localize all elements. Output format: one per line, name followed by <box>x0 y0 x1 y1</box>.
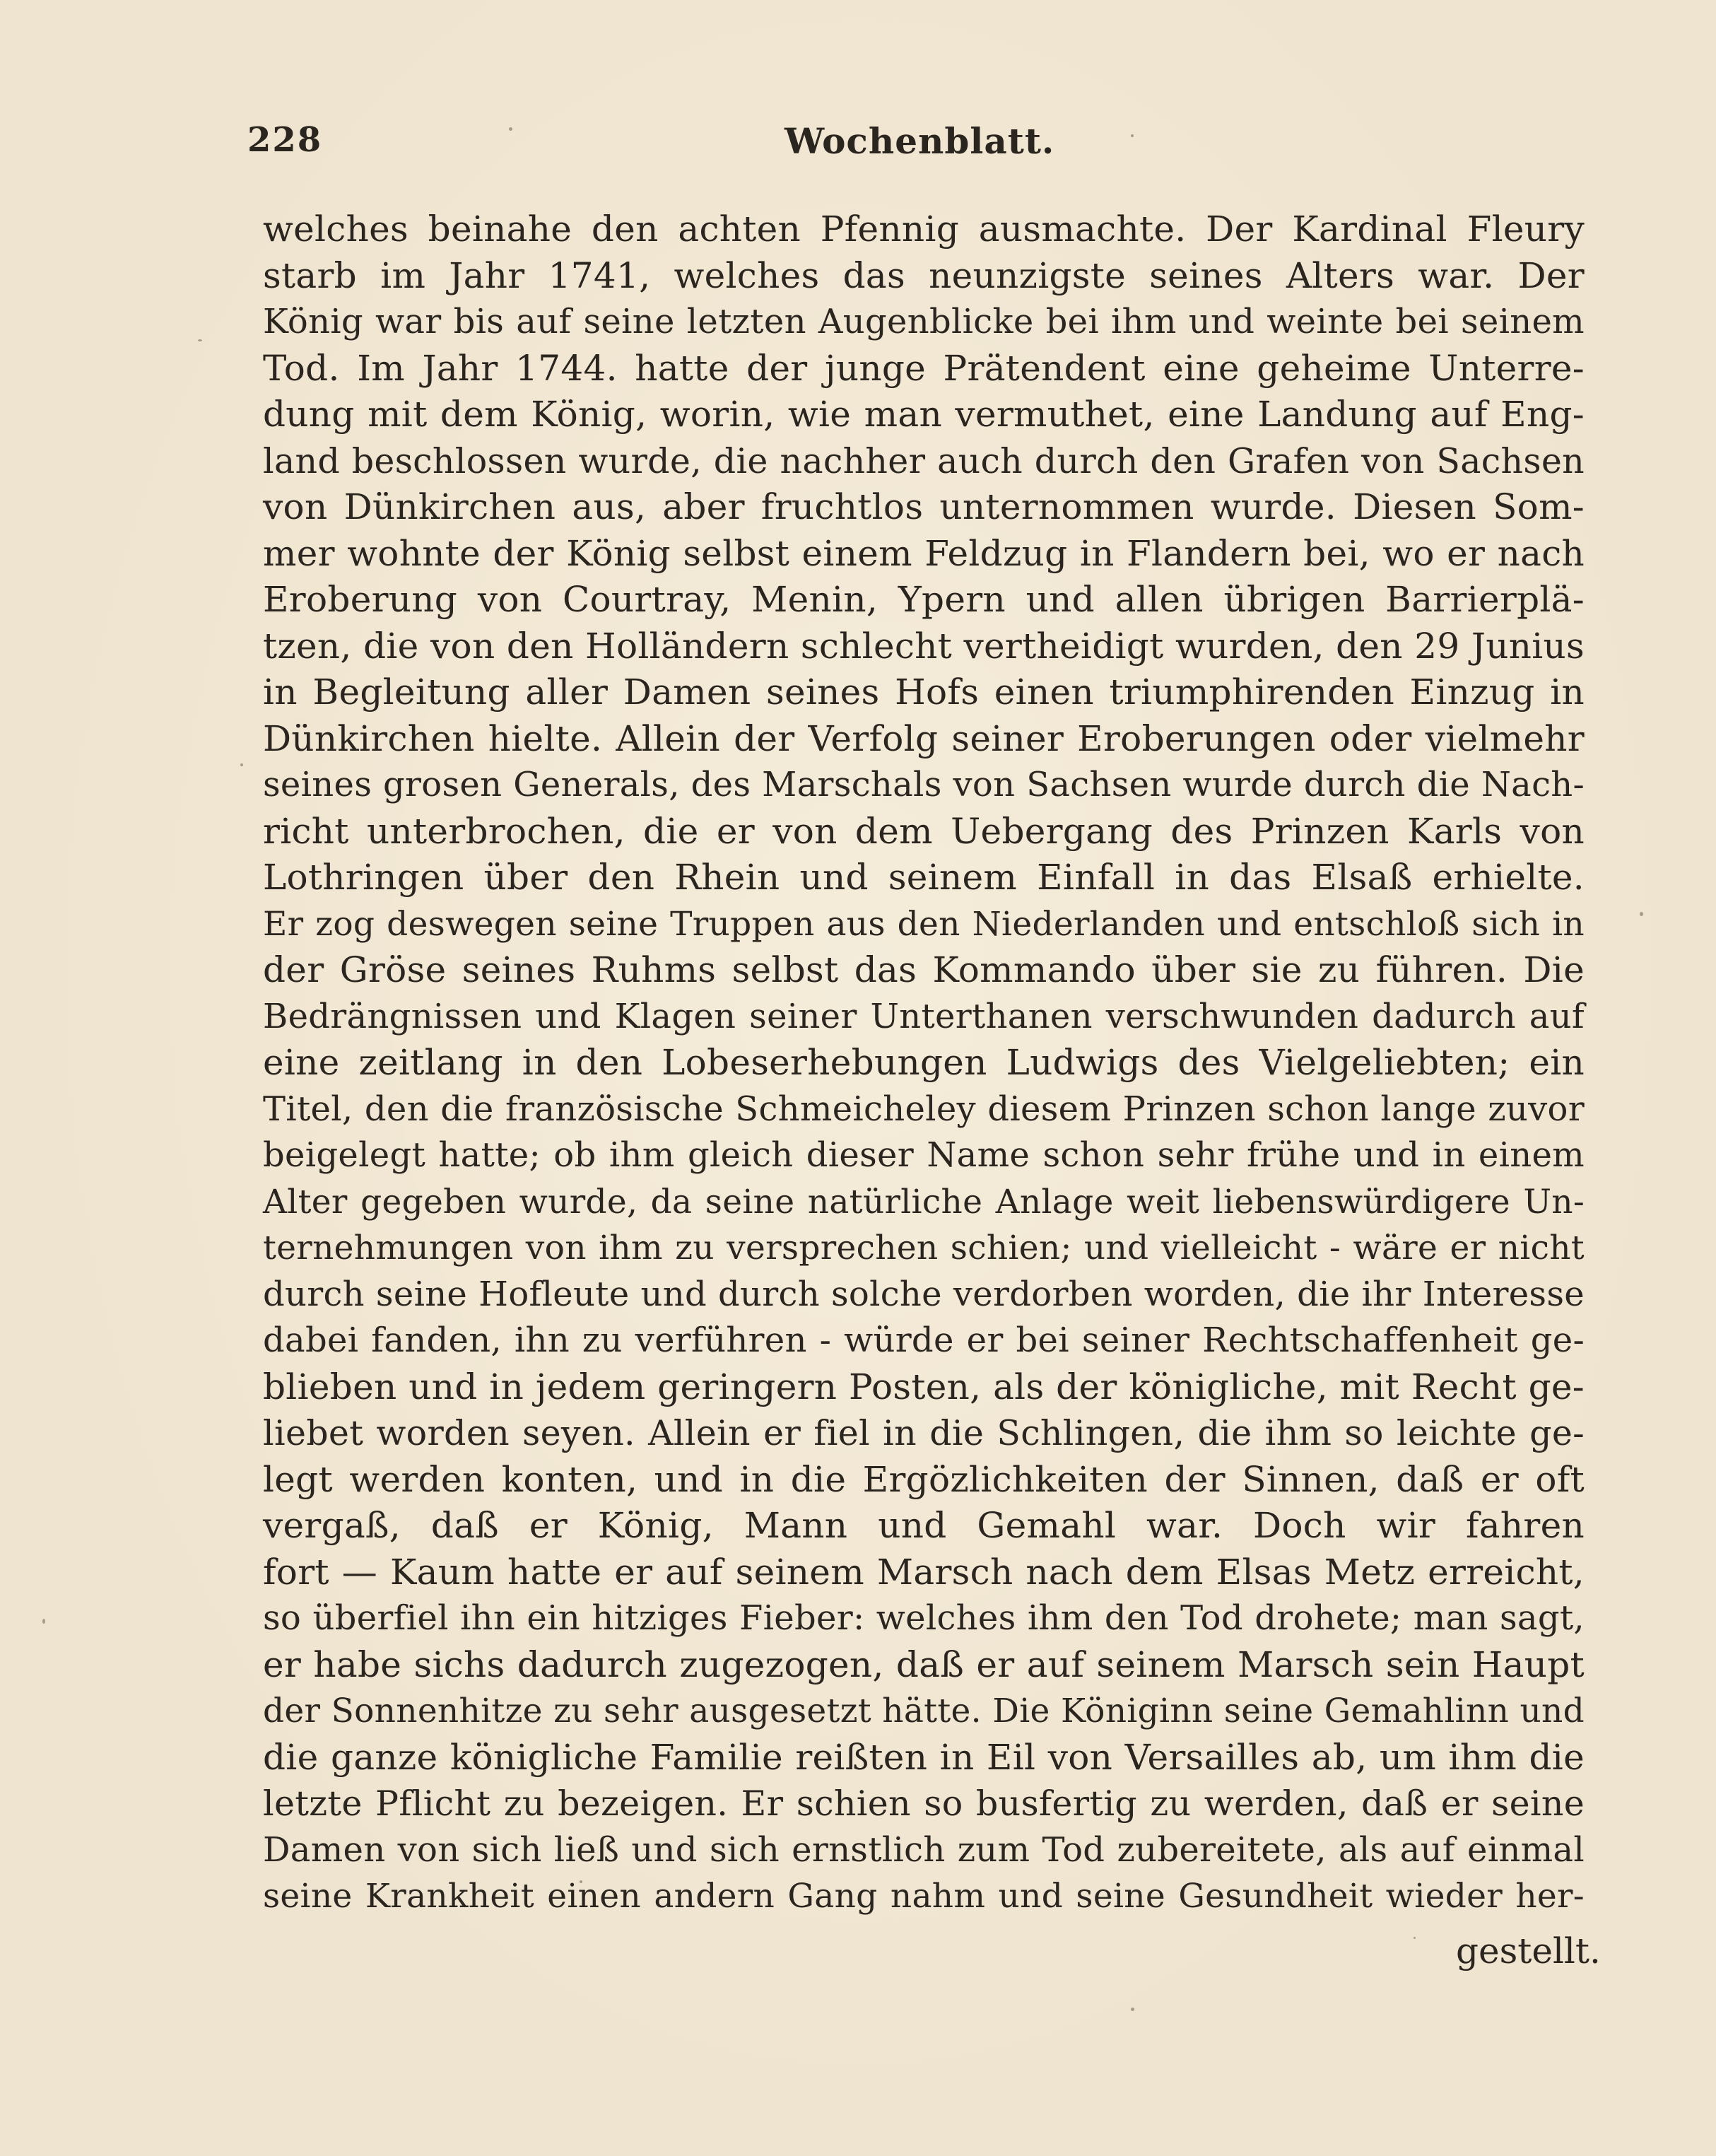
text-line: die ganze königliche Familie reißten in Eil von Versailles ab, um ihm die <box>263 1736 1585 1778</box>
text-line: fort — Kaum hatte er auf seinem Marsch nach dem Elsas Metz erreicht, <box>263 1551 1585 1593</box>
text-line: seines grosen Generals, des Marschals von Sachsen wurde durch die Nach- <box>263 765 1585 804</box>
text-line: Tod. Im Jahr 1744. hatte der junge Prätendent eine geheime Unterre- <box>263 347 1585 389</box>
ink-speck <box>1414 1937 1416 1939</box>
text-line: Bedrängnissen und Klagen seiner Unterthanen verschwunden dadurch auf <box>263 996 1585 1036</box>
text-line: von Dünkirchen aus, aber fruchtlos unternommen wurde. Diesen Som- <box>263 486 1585 527</box>
page-header <box>247 120 1590 170</box>
text-line: Dünkirchen hielte. Allein der Verfolg seiner Eroberungen oder vielmehr <box>263 717 1585 759</box>
text-line: Eroberung von Courtray, Menin, Ypern und allen übrigen Barrierplä- <box>263 579 1585 620</box>
text-line: er habe sichs dadurch zugezogen, daß er auf seinem Marsch sein Haupt <box>263 1644 1585 1685</box>
text-line: Lothringen über den Rhein und seinem Einfall in das Elsaß erhielte. <box>263 857 1585 898</box>
ink-speck <box>42 1619 45 1624</box>
body-text <box>263 206 1585 1920</box>
text-line: der Gröse seines Ruhms selbst das Kommando über sie zu führen. Die <box>263 949 1585 990</box>
text-line: vergaß, daß er König, Mann und Gemahl war. Doch wir fahren <box>263 1505 1585 1546</box>
text-line: Damen von sich ließ und sich ernstlich zum Tod zubereitete, als auf einmal <box>263 1829 1585 1870</box>
text-line: so überfiel ihn ein hitziges Fieber: welches ihm den Tod drohete; man sagt, <box>263 1598 1585 1638</box>
text-line: blieben und in jedem geringern Posten, als der königliche, mit Recht ge- <box>263 1366 1585 1407</box>
text-line: tzen, die von den Holländern schlecht vertheidigt wurden, den 29 Junius <box>263 625 1585 667</box>
text-line: letzte Pflicht zu bezeigen. Er schien so busfertig zu werden, daß er seine <box>263 1783 1585 1824</box>
text-line: dung mit dem König, worin, wie man vermuthet, eine Landung auf Eng- <box>263 394 1585 435</box>
text-line: starb im Jahr 1741, welches das neunzigste seines Alters war. Der <box>263 254 1585 296</box>
text-line: legt werden konten, und in die Ergözlichkeiten der Sinnen, daß er oft <box>263 1458 1585 1500</box>
text-line: richt unterbrochen, die er von dem Uebergang des Prinzen Karls von <box>263 810 1585 852</box>
text-line: liebet worden seyen. Allein er fiel in die Schlingen, die ihm so leichte ge- <box>263 1413 1585 1453</box>
text-line: Er zog deswegen seine Truppen aus den Niederlanden und entschloß sich in <box>263 904 1585 944</box>
text-line: seine Krankheit einen andern Gang nahm und seine Gesundheit wieder her- <box>263 1877 1585 1916</box>
ink-speck <box>240 763 243 766</box>
text-line: welches beinahe den achten Pfennig ausmachte. Der Kardinal Fleury <box>263 209 1585 250</box>
text-line: beigelegt hatte; ob ihm gleich dieser Name schon sehr frühe und in einem <box>263 1135 1585 1175</box>
catchword: gestellt. <box>1456 1931 1601 1972</box>
ink-speck <box>198 339 202 341</box>
text-line: in Begleitung aller Damen seines Hofs einen triumphirenden Einzug in <box>263 672 1585 713</box>
text-line: dabei fanden, ihn zu verführen - würde er bei seiner Rechtschaffenheit ge- <box>263 1320 1585 1360</box>
text-line: eine zeitlang in den Lobeserhebungen Ludwigs des Vielgeliebten; ein <box>263 1042 1585 1083</box>
text-line: der Sonnenhitze zu sehr ausgesetzt hätte. Die Königinn seine Gemahlinn und <box>263 1692 1585 1730</box>
text-line: mer wohnte der König selbst einem Feldzug in Flandern bei, wo er nach <box>263 532 1585 574</box>
text-line: durch seine Hofleute und durch solche verdorben worden, die ihr Interesse <box>263 1274 1585 1314</box>
ink-speck <box>1131 2008 1134 2011</box>
ink-speck <box>1640 912 1643 916</box>
text-line: land beschlossen wurde, die nachher auch durch den Grafen von Sachsen <box>263 440 1585 481</box>
running-head: Wochenblatt. <box>784 120 1055 162</box>
text-line: König war bis auf seine letzten Augenblicke bei ihm und weinte bei seinem <box>263 302 1585 341</box>
text-line: Titel, den die französische Schmeicheley diesem Prinzen schon lange zuvor <box>263 1089 1585 1129</box>
text-line: Alter gegeben wurde, da seine natürliche Anlage weit liebenswürdigere Un- <box>263 1182 1585 1221</box>
page-number: 228 <box>247 120 323 160</box>
text-line: ternehmungen von ihm zu versprechen schien; und vielleicht - wäre er nicht <box>263 1229 1585 1267</box>
